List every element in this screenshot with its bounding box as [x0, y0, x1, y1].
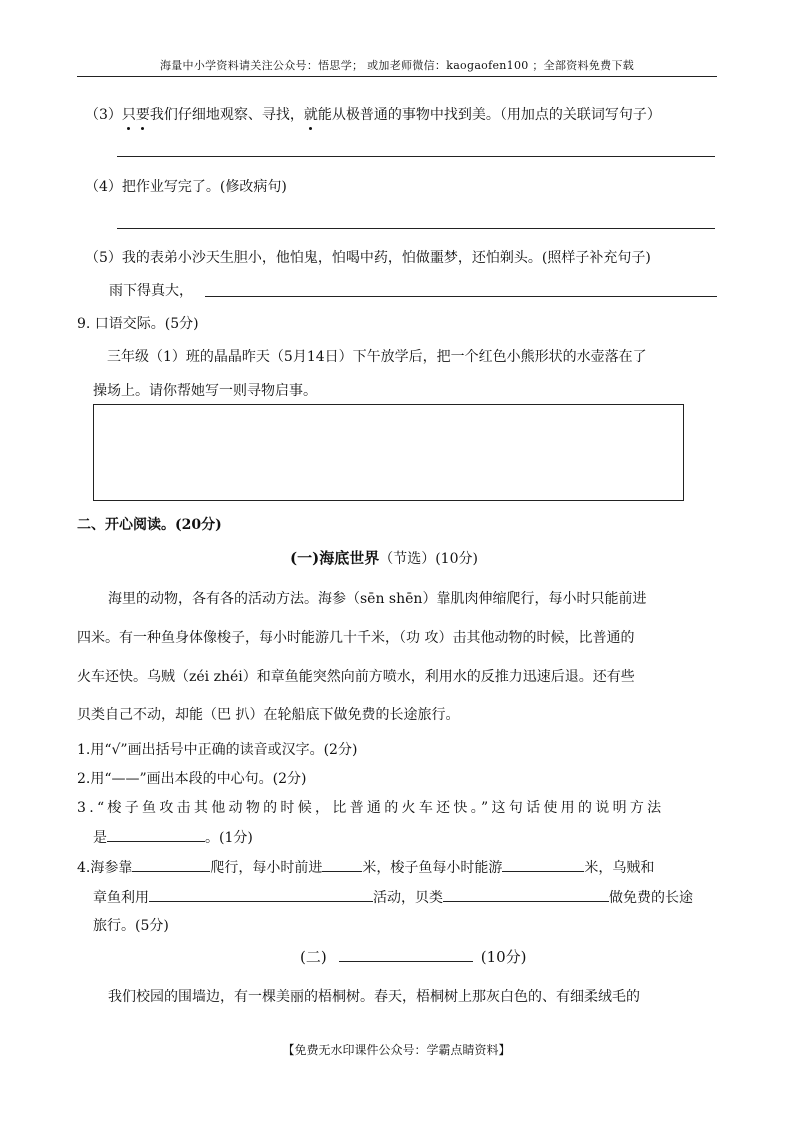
- dotted-word: 要: [136, 104, 150, 124]
- section-2-title: 二、开心阅读。(20分): [77, 517, 222, 533]
- answer-blank[interactable]: [502, 857, 584, 872]
- reading-1-title-text: (一)海底世界: [290, 549, 380, 567]
- answer-blank[interactable]: [107, 827, 205, 842]
- reading-question-4-text: 章鱼利用: [93, 890, 149, 906]
- reading-question-4-text: 活动，贝类: [373, 890, 443, 906]
- question-9-text: 操场上。请你帮她写一则寻物启事。: [93, 383, 317, 399]
- reading-question-4-text: 做免费的长途: [609, 890, 693, 906]
- reading-question-3-answer: [93, 827, 253, 847]
- reading-question-4-text: 4.海参靠: [77, 860, 133, 876]
- answer-blank[interactable]: [443, 887, 609, 902]
- answer-line-3[interactable]: [117, 156, 715, 157]
- reading-1-title: [290, 547, 478, 568]
- question-3: [85, 104, 661, 124]
- reading-1-paragraph: 海里的动物，各有各的活动方法。海参（sēn shēn）靠肌肉伸缩爬行，每小时只能前进: [108, 591, 647, 607]
- page-header: 海量中小学资料请关注公众号：悟思学； 或加老师微信：kaogaofen100 ；全部资料免费下载: [77, 57, 717, 77]
- reading-2-score: (10分): [480, 948, 527, 966]
- reading-2-paragraph: 我们校园的围墙边，有一棵美丽的梧桐树。春天，梧桐树上那灰白色的、有细柔绒毛的: [108, 989, 640, 1005]
- answer-blank[interactable]: [132, 857, 210, 872]
- answer-line-4[interactable]: [117, 228, 715, 229]
- dotted-word: 就: [304, 104, 318, 124]
- reading-question-3: 3.“梭子鱼攻击其他动物的时候，比普通的火车还快。”这句话使用的说明方法: [77, 800, 665, 816]
- answer-line-5[interactable]: [205, 296, 717, 297]
- answer-blank[interactable]: [322, 857, 362, 872]
- question-5-prompt: 雨下得真大，: [109, 283, 193, 299]
- reading-question-4-text: 爬行，每小时前进: [210, 860, 323, 876]
- reading-1-score: (10分): [435, 551, 478, 567]
- reading-question-3-prefix: 是: [93, 830, 107, 846]
- reading-question-4-line-3: 旅行。(5分): [93, 918, 169, 934]
- reading-question-4-text: 米，梭子鱼每小时能游: [362, 860, 503, 876]
- reading-question-4-text: 米，乌贼和: [584, 860, 655, 876]
- question-3-text: 能从极普通的事物中找到美。（用加点的关联词写句子）: [317, 107, 661, 123]
- answer-box-9[interactable]: [93, 404, 684, 501]
- reading-question-2: 2.用“——”画出本段的中心句。(2分): [77, 771, 307, 787]
- page-footer: 【免费无水印课件公众号：学霸点睛资料】: [282, 1043, 511, 1057]
- question-9-title: 9. 口语交际。(5分): [77, 316, 199, 332]
- reading-1-paragraph: 火车还快。乌贼（zéi zhéi）和章鱼能突然向前方喷水，利用水的反推力迅速后退。还有些: [77, 669, 635, 685]
- reading-1-note: （节选）: [379, 551, 436, 567]
- reading-2-prefix: (二): [300, 948, 327, 966]
- question-4: （4）把作业写完了。(修改病句): [85, 179, 287, 195]
- reading-question-1: 1.用“√”画出括号中正确的读音或汉字。(2分): [77, 742, 358, 758]
- question-3-text: 我们仔细地观察、寻找，: [149, 107, 304, 123]
- reading-1-paragraph: 四米。有一种鱼身体像梭子，每小时能游几十千米，（功 攻）击其他动物的时候，比普通的: [77, 630, 635, 646]
- reading-question-4-line-2: [93, 887, 693, 907]
- answer-blank[interactable]: [149, 887, 373, 902]
- question-3-number: （3）: [85, 107, 122, 123]
- reading-2-title: [300, 946, 527, 967]
- reading-question-4: [77, 857, 654, 877]
- reading-question-3-suffix: 。(1分): [205, 830, 253, 846]
- dotted-word: 只: [122, 104, 136, 124]
- question-9-text: 三年级（1）班的晶晶昨天（5月14日）下午放学后，把一个红色小熊形状的水壶落在了: [107, 349, 647, 365]
- reading-1-paragraph: 贝类自己不动，却能（巴 扒）在轮船底下做免费的长途旅行。: [77, 707, 460, 723]
- question-5: （5）我的表弟小沙天生胆小，他怕鬼，怕喝中药，怕做噩梦，还怕剃头。(照样子补充句子): [85, 250, 651, 266]
- title-blank[interactable]: [339, 947, 473, 962]
